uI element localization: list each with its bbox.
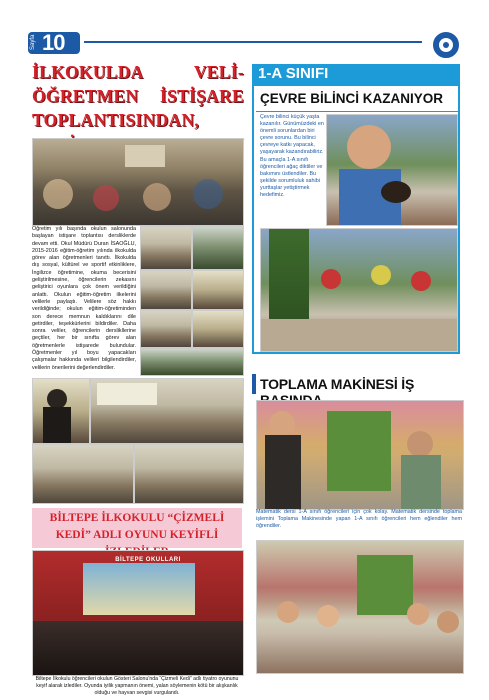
meeting-hall-photo: [32, 138, 244, 226]
child-with-soil-photo: [326, 114, 458, 226]
parents-classroom-photo: [90, 378, 244, 444]
school-logo: [433, 32, 459, 58]
page-label: Sayfa: [30, 34, 36, 50]
classroom-photo-7: [140, 348, 244, 376]
class-banner: [252, 64, 460, 84]
classroom-photo-5: [140, 310, 192, 348]
classroom-photo-2: [192, 226, 244, 270]
parents-meeting-photo-2: [134, 444, 244, 504]
classroom-photo-4: [192, 270, 244, 310]
header-rule: [84, 41, 422, 43]
classroom-photo-3: [140, 270, 192, 310]
stage-sign: BİLTEPE OKULLARI: [115, 557, 181, 563]
abacus-photo: [256, 400, 464, 510]
main-headline: İLKOKULDA VELİ-ÖĞRETMEN İSTİŞARE TOPLANTISINDAN,: [32, 62, 244, 130]
theatre-caption: Biltepe İlkokulu öğrencileri okulun Gösteri Salonu'nda “Çizmeli Kedi” adlı tiyatro oyununu keyif alarak izlediler. Oyunda iyilik yapmanın önemi, yalan söylemenin kötü bir alışkanlık olduğu ve hayvan sevgisi vurgulandı.: [35, 676, 239, 696]
abacus-title-bar: [252, 374, 256, 394]
environment-text: Çevre bilinci küçük yaşta kazanılır. Günümüzdeki en önemli sorunlardan biri çevre sorunu. Bu bilinci çevreye katkı yapacak, yaşayarak kazandırabiliriz. Bu amaçla 1-A sınıfı öğrencileri ağaç diktiler ve bakımını üstlendiler. Bu şekilde sorumluluk sahibi yurttaşlar yetiştirmek hedefimiz.: [260, 114, 324, 199]
math-class-photo: [256, 540, 464, 674]
theatre-hall-photo: [32, 550, 244, 676]
parents-meeting-photo-1: [32, 444, 134, 504]
classroom-photo-1: [140, 226, 192, 270]
teacher-photo: [32, 378, 90, 444]
environment-rule: [256, 111, 458, 112]
abacus-title: TOPLAMA MAKİNESİ İŞ: [260, 376, 415, 392]
abacus-caption: Matematik dersi 1-A sınıfı öğrencileri için çok kolay. Matematik dersinde toplama işlemini Toplama Makinesinde yapan 1-A sınıfı öğrencileri hem eğlendiler hem öğrendiler.: [256, 509, 462, 529]
class-banner-label: 1-A SINIFI: [258, 65, 329, 82]
meeting-article-body: Öğretim yılı başında okulun salonunda başlayan istişare toplantısı dersliklerde devam etti. Okul Müdürü Duran İSAOĞLU, 2015-2016 eğitim-öğretim yılında ilkokulda görev alan öğretmenleri tanıttı. İlkokulda dış sosyal, kültürel ve sportif etkinliklere, İngilizce öğretimine, okuma becerisini geliştirilmesine, öğrencilerin zekasını geliştirici oyunlara çok önem verildiğini anlattı. Okulun eğitim-öğretim ilkelerini velilerle paylaştı. Velilere söz hakkı verildiğinde; okulun eğitim-öğretiminden son derece memnun kaldıklarını dile getirdiler, teşekkürlerini bildirdiler. Daha sonra veliler, öğrencilerin derslikllerine geçtiler, her bir sınıfta görev alan öğretmenlerle istişarede bulundular. Öğretmenler yıl boyu yapacakları çalışmalar hakkında velileri bilgilendirdiler, velilerin önerilerini değerlendirdiler.: [32, 226, 136, 371]
theatre-headline: BİLTEPE İLKOKULU “ÇİZMELİ KEDİ” ADLI OYUNU KEYİFLİ: [49, 512, 225, 541]
page-number: 10: [42, 30, 65, 55]
environment-title: ÇEVRE BİLİNCİ KAZANIYOR: [260, 91, 444, 106]
tree-planting-photo: [260, 228, 458, 352]
classroom-photo-6: [192, 310, 244, 348]
page-number-badge: [28, 32, 80, 54]
